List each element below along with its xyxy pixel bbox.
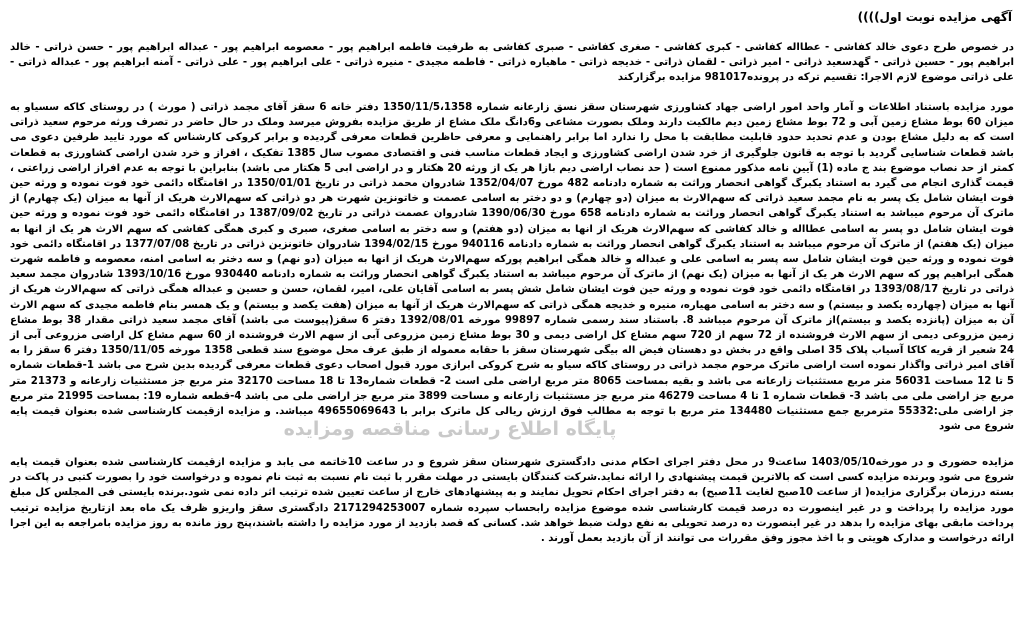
property-description-paragraph: مورد مزایده باستناد اطلاعات و آمار واحد امور اراضی جهاد کشاورزی شهرستان سقز نسق زارعانه شماره 1350/11/5،1358 دفتر خانه 6 سقز آقای مجمد ذراتی ( مورث ) در روستای کاکه سسیاو به میزان 60 بوط مشاع زمین آبی و 72 بوط مشاع زمین دیم مالکیت دارند وملک بصورت مشاعی و6دانگ ملک مشاع از طریق مزایده بفروش میرسد وملک در حال حاضر در تصرف ورثه مرحوم سعید ذراتی است که به دلیل مشاع بودن و عدم تحدید حدود قابلیت مطابقت با محل را ندارد اما برابر راهنمایی و معرفی حاظرین قطعات معرفی گردیده و برابر کروکی کارشناس که مورد تایید طرفین دعوی می باشد قطعات شناسایی گردید با توجه به قانون جلوگیری از خرد شدن اراضی کشاورزی و ایجاد قطعات مناسب فنی و اقتصادی مصوب سال 1385 تفکیک ، افراز و خرد شدن اراضی کشاورزی به قطعات کمتر از حد نصاب موضوع بند ج ماده (1) آیین نامه مذکور ممنوع است ( حد نصاب اراضی دیم بازا هر یک از ورثه 20 هکتار و در اراضی ابی 5 هکتار می باشد) بنابراین با توجه به عدم افراز اراضی زراعتی ، قیمت گذاری انجام می گیرد به استناد یکبرگ گواهی انحصار وراثت به شماره دادنامه 482 مورخ 1352/04/07 شادروان محمد ذراتی در تاریخ 1350/01/01 در اقامتگاه دائمی خود فوت نموده و ورثه حین فوت ایشان شامل یک پسر به نام مجمد سعید ذراتی که سهم‌الارث به میزان (دو چهارم) و دو دختر به اسامی عصمت و خاتونزین شهرت هر دو ذراتی که سهم‌الارث هریک از آنها به میزان (یک چهارم) از ماترک آن مرحوم میباشد به استناد یکبرگ گواهی انحصار وراثت به شماره دادنامه 658 مورخ 1390/06/30 شادروان عصمت ذراتی در تاریخ 1387/09/02 در اقامتگاه دائمی خود فوت نموده و ورثه حین فوت ایشان شامل دو پسر به اسامی عطااله و خالد کفاشی که سهم‌الارث هریک از انها به میزان (دو هفتم) و سه دختر به اسامی صغری، صبری و کبری همگی کفاشی که سهم الارث هر یک از انها به میزان (یک هفتم) از ماترک آن مرحوم میباشد به استناد یکبرگ گواهی انحصار وراثت به شماره دادنامه 940116 مورخ 1394/02/15 شادروان خاتونزین ذراتی در تاریخ 1377/07/08 در اقامتگاه دائمی خود فوت نموده و ورثه حین فوت ایشان شامل سه پسر به اسامی علی و عبداله و خالد همگی ابراهیم پورکه سهم‌الارث هریک از انها به میزان (دو نهم) و سه دختر به اسامی امنه، معصومه و فاطمه شهرت همگی ابراهیم پور که سهم الارث هر یک از آنها به میزان (یک نهم) از ماترک آن مرحوم میباشد به استناد یکبرگ گواهی انحصار وراثت به شماره دادنامه 930440 مورخ 1393/10/16 شادروان مجمد سعید ذراتی در تاریخ 1393/08/17 در اقامتگاه دائمی خود فوت نموده و ورثه حین فوت ایشان شامل شش پسر به اسامی آقایان علی، امیر، لقمان، حسن و حسین و عبداله همگی ذراتی که سهم‌الارث هریک از آنها به میزان (چهارده یکصد و بیستم) و سه دختر به اسامی مهیاره، منیره و خدیجه همگی ذراتی که سهم‌الارث هریک از آنها به میزان (هفت یکصد و بیستم) و یک همسر بنام فاطمه مجیدی که سهم الارث آن به میزان (پانزده یکصد و بیستم)از ماترک آن مرحوم میباشد 8. باستناد سند رسمی شماره 99897 مورخه 1392/08/01 دفتر 6 سقز(پیوست می باشد) آقای مجمد سعید ذراتی مقدار 38 بوط مشاع زمین مزروعی دیمی از سهم الارث فروشنده از 72 سهم از 720 سهم مشاع کل اراضی دیمی و 30 بوط مشاع زمین مزروعی آبی از سهم الارث فروشنده از 60 سهم مشاع کل اراضی مزروعی آبی از 24 شعیر از قریه کاکا آسیاب پلاک 35 اصلی واقع در بخش دو دهستان فیض اله بیگی شهرستان سقز با حقابه معموله از طبق عرف محل موضوع سند قطعی 1358 مورخه 1350/11/05 دفتر 6 سقز را به آقای امیر ذراتی واگذار نموده است اراضی ماترک مرحوم مجمد ذراتی در روستای کاکه سیاو به شرح کروکی ابرازی مورد قبول اصحاب دعوی قطعات معرفی گردیده بدین شرح می باشد 1-قطعات شماره 5 تا 12 مساحت 56031 متر مربع مستثنیات زارعانه می باشد و بقیه بمساحت 8065 متر مربع اراضی ملی است 2- قطعات شماره13 تا 18 مساحت 32170 متر مربع جز مستثنیات زارعانه و 21373 متر مربع جز اراضی ملی می باشد 3- قطعات شماره 1 تا 4 مساحت 46279 متر مربع جز مستثنیات زارعانه و مساحت 3899 متر مربع جز اراضی ملی می باشد 4-قطعه شماره 19: بمساحت 21995 متر مربع جز اراضی ملی:55332 مترمربع جمع مستثنیات 134480 متر مربع با توجه به مطالب فوق ارزش ریالی کل ماترک برابر با 49655069643 میباشد. و مزایده ازقیمت کارشناسی شده بعنوان قیمت پایه شروع می شود <box>10 102 1015 433</box>
lawsuit-paragraph: در خصوص طرح دعوی خالد کفاشی - عطااله کفاشی - کبری کفاشی - صغری کفاشی - صبری کفاشی به طرفیت فاطمه ابراهیم پور - معصومه ابراهیم پور - عبداله ابراهیم پور - حسن ذراتی - خالد ابراهیم پور - حسین ذراتی - گهدسعید ذراتی - امیر ذراتی - لقمان ذراتی - خدیجه ذراتی - ماهیاره ذراتی - فاطمه مجیدی - منیره ذراتی - علی ابراهیم پور - علی ذراتی - آمنه ابراهیم پور - عبداله ذراتی - علی ذراتی موضوع لازم الاجرا: تقسیم ترکه در پرونده981017 مزایده برگزارکند <box>10 42 1014 84</box>
auction-terms-paragraph: مزایده حضوری و در مورخه1403/05/10 ساعت9 در محل دفتر اجرای احکام مدنی دادگستری شهرستان سقز شروع و در ساعت 10خاتمه می یابد و مزایده ازقیمت کارشناسی شده بعنوان قیمت پایه شروع می شود وبرنده مزایده کسی است که بالاترین قیمت پیشنهادی را ارائه نماید.شرکت کنندگان بایستی در مهلت مقرر با ثبت نام نسبت به ثبت نام نموده و درخواست خود را بصورت کتبی در پاکت در بسته درزمان برگزاری مزایده( از ساعت 10صبح لغایت 11صبح) به دفتر اجرای احکام تحویل نمایند و به پیشنهادهای خارج از ساعت تعیین شده ترتیب اثر داده نمی شود.برنده بایستی فی المجلس کل مبلغ مورد مزایده را پرداخت و در غیر اینصورت ده درصد قیمت کارشناسی شده موضوع مزایده رابحساب سپرده شماره 2171294253007 دادگستری سقز واریزو ظرف یک ماه بعد ازتاریخ مزایده ترتیب پرداخت مابقی بهای مزایده را بدهد در غیر اینصورت ده درصد تحویلی به نفع دولت ضبط خواهد شد. کسانی که قصد بازدید از مورد مزایده را داشته باشند،پنج روز مانده به روز مزایده بامراجعه به این اجرا ارائه درخواست و مدارک هویتی و با اخذ مجوز وفق مقررات می توانند از آن بازدید بعمل آورند . <box>10 457 1015 545</box>
notice-title: آگهی مزایده نوبت اول)))) <box>857 10 1012 24</box>
watermark-text: پایگاه اطلاع رسانی مناقصه ومزایده <box>283 418 617 440</box>
